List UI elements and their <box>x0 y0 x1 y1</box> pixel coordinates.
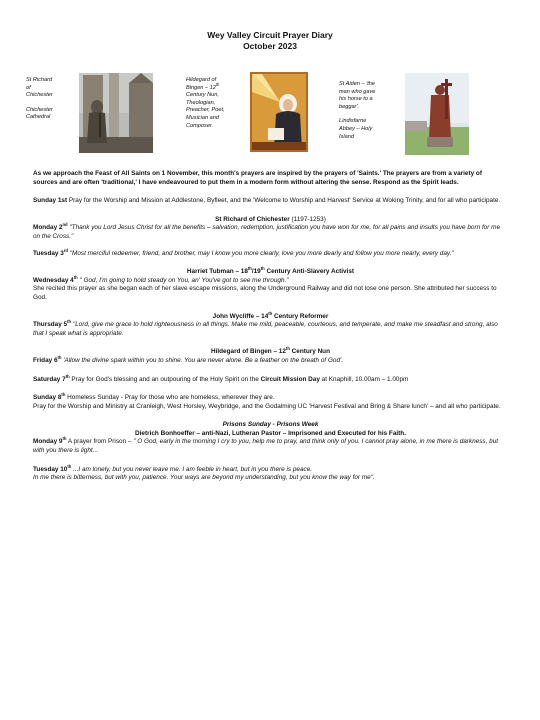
aiden-caption: St Aiden – 'the man who gave his horse to a beggar'. Lindisfarne Abbey – Holy Island <box>339 81 376 140</box>
entry-tuesday-10: Tuesday 10th ...I am lonely, but you never leave me. I am feeble in heart, but in you there is peace. <box>33 463 313 473</box>
entry-tuesday-3: Tuesday 3rd "Most merciful redeemer, friend, and brother, may I know you more clearly, love you more dearly and follow you more nearly, every day." <box>33 247 454 257</box>
intro-text: As we approach the Feast of All Saints on 1 November, this month's prayers are inspired by the prayers of 'Saints.' The prayers are from a variety of sources and are often 'traditional,' I have endeavoured to put them in a modern form without altering the sense. Respond as the Spirit leads. <box>33 170 482 186</box>
richard-statue-image <box>79 73 153 153</box>
diary-body <box>33 170 508 483</box>
hildegard-caption: Hildegard of Bingen – 12th Century Nun, Theologian, Preacher, Poet, Musician and Composer. <box>186 77 225 129</box>
entry-sunday-8-worship: Pray for the Worship and Ministry at Cranleigh, West Horsley, Weybridge, and the Godalming UC 'Harvest Festival and Bring & Share lunch' – and all who participate. <box>33 402 501 410</box>
heading-st-richard: St Richard of Chichester (1197-1253) <box>215 215 326 223</box>
page-subtitle: October 2023 <box>243 41 297 51</box>
heading-john-wycliffe: John Wycliffe – 14th Century Reformer <box>212 310 329 320</box>
heading-hildegard: Hildegard of Bingen – 12th Century Nun <box>210 346 330 356</box>
heading-prisons-sunday: Prisons Sunday - Prisons Week <box>222 421 319 429</box>
heading-bonhoeffer: Dietrich Bonhoeffer – anti-Nazi, Lutheran Pastor – Imprisoned and Executed for his Faith. <box>135 429 406 437</box>
heading-harriet-tubman: Harriet Tubman – 18th/19th Century Anti-Slavery Activist <box>186 266 355 276</box>
entry-friday-6: Friday 6th 'Allow the divine spark within you to shine. You are never alone. Be a feather on the breath of God'. <box>33 354 344 364</box>
entry-sunday-1: Sunday 1st Pray for the Worship and Mission at Addlestone, Byfleet, and the 'Welcome to Worship and Harvest' Service at Woking Trinity, and for all who participate. <box>33 197 501 205</box>
entry-tuesday-10-cont: In me there is bitterness, but with you, patience. Your ways are beyond my understanding, but you know the way for me". <box>33 474 375 482</box>
aiden-statue-image <box>405 73 469 155</box>
entry-monday-9: Monday 9th A prayer from Prison – " O God, early in the morning I cry to you, help me to pray, and think only of you. I cannot pray alone, in me there is darkness, but with you there is light... <box>33 436 499 455</box>
page-title: Wey Valley Circuit Prayer Diary <box>207 30 333 40</box>
hildegard-icon-image <box>250 72 308 152</box>
entry-sunday-8: Sunday 8th Homeless Sunday - Pray for those who are homeless, wherever they are. <box>33 391 275 402</box>
entry-monday-2: Monday 2nd "Thank you Lord Jesus Christ for all the benefits – salvation, redemption, justification you have won for me, for all pains and insults you have born for me on the Cross." <box>33 222 501 240</box>
entry-saturday-7: Saturday 7th Pray for God's blessing and an outpouring of the Holy Spirit on the Circuit Mission Day at Knaphill, 10.00am – 1.00pm <box>33 373 409 383</box>
entry-wednesday-4: Wednesday 4th " God, I'm going to hold steady on You, an' You've got to see me through." <box>33 274 289 284</box>
entry-wednesday-4-note: She recited this prayer as she began each of her slave escape missions, along the Underground Railway and did not lose one person. She attributed her success to God. <box>33 285 497 301</box>
entry-thursday-5: Thursday 5th "Lord, give me grace to hold righteousness in all things. Make me mild, peaceable, courteous, and temperate, and make me steadfast and strong, also that I speak what is appropriate. <box>33 319 498 337</box>
richard-caption: St Richard of Chichester Chichester Cathedral <box>26 77 53 121</box>
